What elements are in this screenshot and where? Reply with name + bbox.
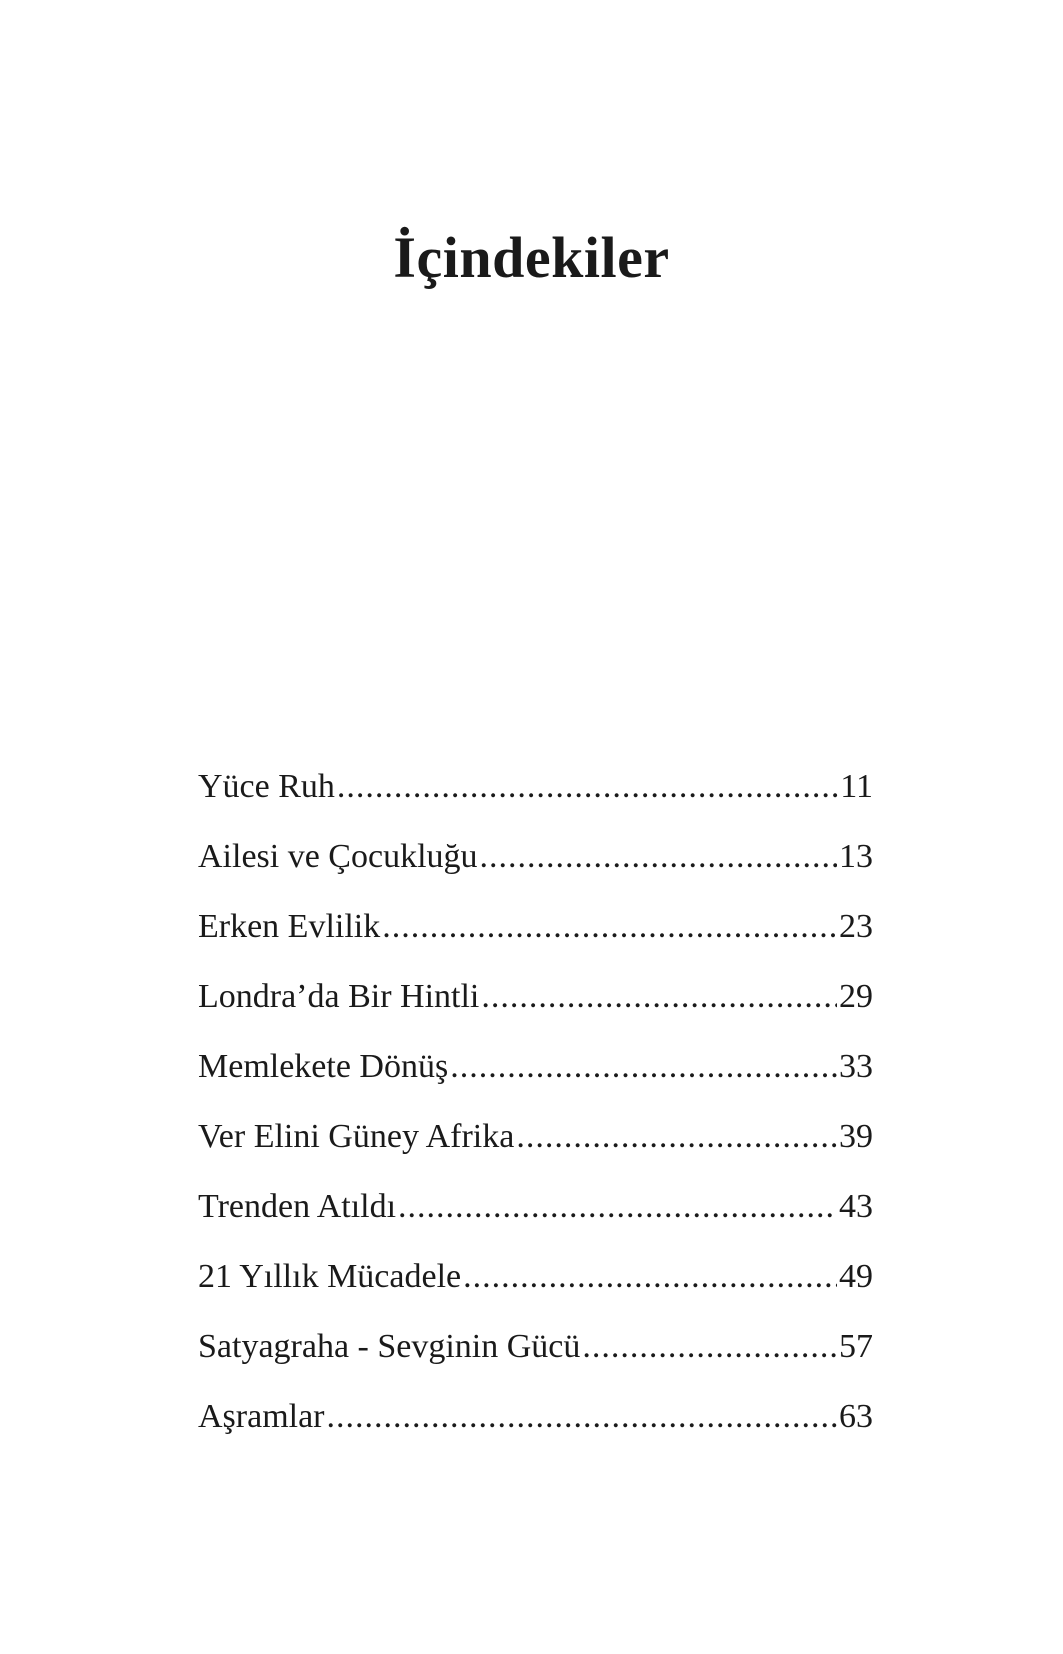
dot-leader — [480, 840, 837, 874]
dot-leader — [481, 980, 837, 1014]
toc-entry-title: Yüce Ruh — [198, 768, 335, 805]
toc-entry-title: 21 Yıllık Mücadele — [198, 1258, 462, 1295]
toc-entry[interactable] — [198, 1190, 873, 1260]
dot-leader — [327, 1400, 837, 1434]
toc-entry-title: Ver Elini Güney Afrika — [198, 1118, 515, 1155]
toc-entry[interactable] — [198, 770, 873, 840]
toc-entry-page: 39 — [839, 1118, 873, 1155]
toc-entry[interactable] — [198, 1400, 873, 1470]
toc-entry-title: Trenden Atıldı — [198, 1188, 397, 1225]
toc-entry-title: Memlekete Dönüş — [198, 1048, 449, 1085]
toc-entry[interactable] — [198, 1260, 873, 1330]
toc-entry-page: 13 — [839, 838, 873, 875]
toc-entry[interactable] — [198, 980, 873, 1050]
toc-entry-page: 57 — [839, 1328, 873, 1365]
toc-entry-title: Aşramlar — [198, 1398, 325, 1435]
toc-entry-page: 11 — [840, 768, 873, 805]
toc-entry-title: Londra’da Bir Hintli — [198, 978, 480, 1015]
toc-entry[interactable] — [198, 1050, 873, 1120]
table-of-contents — [198, 770, 873, 1470]
toc-entry-title: Ailesi ve Çocukluğu — [198, 838, 478, 875]
toc-entry-page: 33 — [839, 1048, 873, 1085]
dot-leader — [337, 770, 838, 804]
toc-entry-title: Satyagraha - Sevginin Gücü — [198, 1328, 581, 1365]
toc-entry[interactable] — [198, 1330, 873, 1400]
dot-leader — [382, 910, 837, 944]
toc-entry-page: 49 — [839, 1258, 873, 1295]
dot-leader — [582, 1330, 837, 1364]
dot-leader — [463, 1260, 837, 1294]
toc-entry-title: Erken Evlilik — [198, 908, 381, 945]
toc-entry[interactable] — [198, 910, 873, 980]
toc-entry-page: 29 — [839, 978, 873, 1015]
toc-entry-page: 63 — [839, 1398, 873, 1435]
toc-entry[interactable] — [198, 1120, 873, 1190]
dot-leader — [398, 1190, 837, 1224]
dot-leader — [450, 1050, 837, 1084]
toc-entry-page: 43 — [839, 1188, 873, 1225]
toc-entry-page: 23 — [839, 908, 873, 945]
page-title: İçindekiler — [393, 224, 670, 290]
dot-leader — [516, 1120, 837, 1154]
toc-entry[interactable] — [198, 840, 873, 910]
